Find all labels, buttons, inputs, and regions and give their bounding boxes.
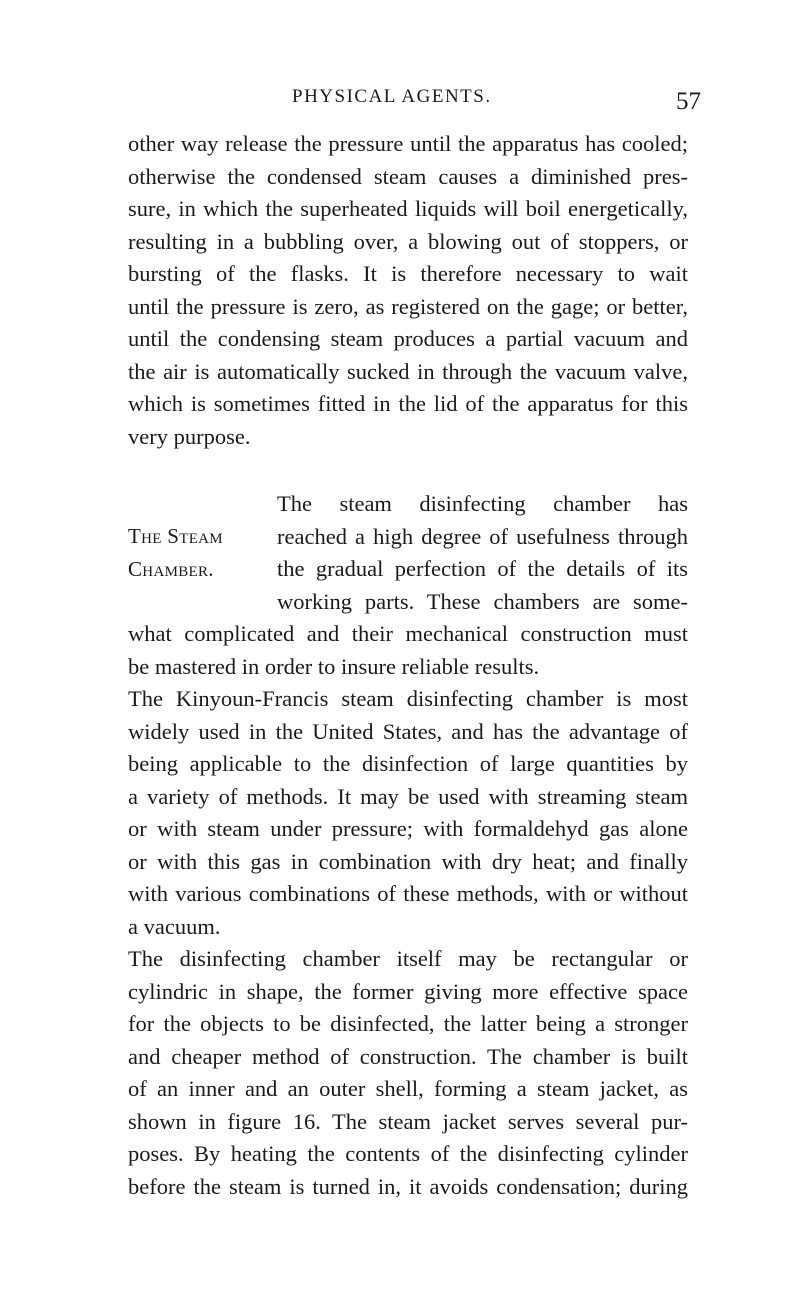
text-line: of an inner and an outer shell, forming a steam jacket, as	[128, 1076, 688, 1101]
text-line: sure, in which the superheated liquids will boil energetically,	[128, 196, 688, 221]
text-line: for the objects to be disinfected, the latter being a stronger	[128, 1011, 688, 1036]
page-header	[0, 86, 801, 116]
text-line: The steam disinfecting chamber has	[277, 491, 688, 516]
text-line: otherwise the condensed steam causes a diminished pres-	[128, 163, 688, 189]
text-line: bursting of the flasks. It is therefore necessary to wait	[128, 261, 688, 286]
sidenote-line: Chamber.	[128, 556, 214, 581]
text-line: the gradual perfection of the details of its	[277, 556, 688, 581]
text-line: what complicated and their mechanical construction must	[128, 621, 688, 646]
text-line: very purpose.	[128, 423, 251, 449]
paragraph-steam-chamber	[128, 488, 688, 618]
paragraph-kinyoun-francis	[128, 683, 688, 943]
text-line: resulting in a bubbling over, a blowing out of stoppers, or	[128, 228, 688, 254]
text-line: The Kinyoun-Francis steam disinfecting chamber is most	[128, 686, 688, 711]
text-line: widely used in the United States, and has the advantage of	[128, 718, 688, 744]
text-line: The disinfecting chamber itself may be rectangular or	[128, 946, 688, 971]
running-head: PHYSICAL AGENTS.	[292, 86, 492, 107]
text-line: before the steam is turned in, it avoids condensation; during	[128, 1173, 688, 1199]
text-line: reached a high degree of usefulness through	[277, 523, 688, 549]
paragraph-steam-chamber-continued	[128, 618, 688, 683]
text-line: or with steam under pressure; with formaldehyd gas alone	[128, 816, 688, 841]
paragraph-disinfecting-chamber	[128, 943, 688, 1203]
text-line: poses. By heating the contents of the disinfecting cylinder	[128, 1141, 688, 1166]
text-line: shown in figure 16. The steam jacket serves several pur-	[128, 1108, 688, 1134]
text-line: working parts. These chambers are some-	[277, 588, 688, 614]
page-number: 57	[676, 88, 701, 115]
paragraph-pressure-release	[128, 128, 688, 453]
text-line: until the pressure is zero, as registered on the gage; or better,	[128, 293, 688, 319]
text-line: be mastered in order to insure reliable results.	[128, 653, 540, 679]
text-line: which is sometimes fitted in the lid of the apparatus for this	[128, 391, 688, 416]
text-line: or with this gas in combination with dry heat; and finally	[128, 848, 688, 874]
text-line: the air is automatically sucked in through the vacuum valve,	[128, 358, 688, 384]
text-line: a variety of methods. It may be used with streaming steam	[128, 783, 688, 809]
text-line: a vacuum.	[128, 913, 221, 939]
text-line: and cheaper method of construction. The chamber is built	[128, 1043, 688, 1069]
text-line: until the condensing steam produces a partial vacuum and	[128, 326, 688, 351]
sidenote-line: The Steam	[128, 524, 223, 548]
text-line: with various combinations of these methods, with or without	[128, 881, 688, 906]
text-line: being applicable to the disinfection of large quantities by	[128, 751, 688, 776]
text-line: cylindric in shape, the former giving more effective space	[128, 978, 688, 1004]
text-line: other way release the pressure until the apparatus has cooled;	[128, 131, 688, 156]
